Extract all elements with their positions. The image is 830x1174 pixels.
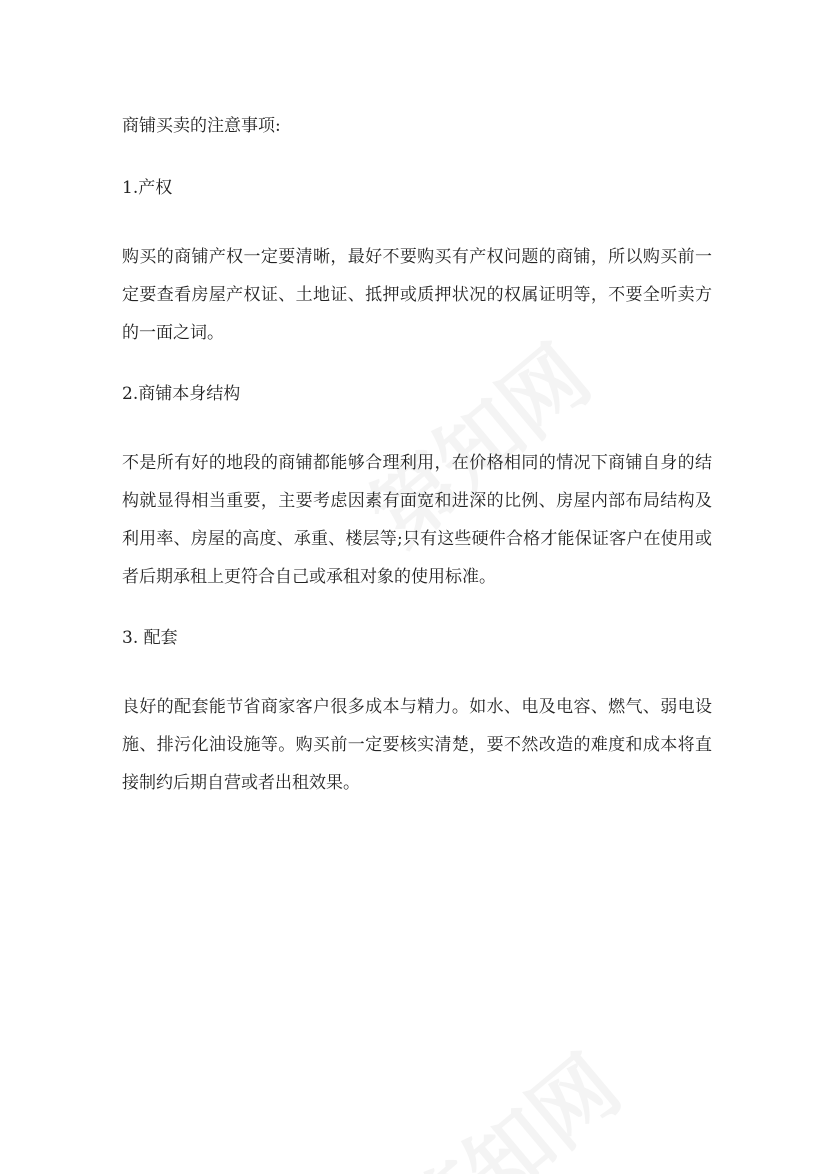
section-body-property-rights: 购买的商铺产权一定要清晰，最好不要购买有产权问题的商铺，所以购买前一定要查看房屋产权证、土地证、抵押或质押状况的权属证明等，不要全听卖方的一面之词。 (122, 247, 712, 343)
section-heading-structure: 2.商铺本身结构 (122, 384, 241, 404)
document-body (122, 100, 712, 802)
section-body-facilities: 良好的配套能节省商家客户很多成本与精力。如水、电及电容、燃气、弱电设施、排污化油设施等。购买前一定要核实清楚，要不然改造的难度和成本将直接制约后期自营或者出租效果。 (122, 697, 712, 793)
section-heading-property-rights: 1.产权 (122, 178, 173, 198)
document-title: 商铺买卖的注意事项: (122, 116, 281, 136)
section-body-structure: 不是所有好的地段的商铺都能够合理利用，在价格相同的情况下商铺自身的结构就显得相当重要，主要考虑因素有面宽和进深的比例、房屋内部布局结构及利用率、房屋的高度、承重、楼层等;只有这些硬件合格才能保证客户在使用或者后期承租上更符合自己或承租对象的使用标准。 (122, 453, 712, 587)
watermark (371, 1023, 642, 1174)
section-heading-facilities: 3. 配套 (122, 628, 178, 648)
